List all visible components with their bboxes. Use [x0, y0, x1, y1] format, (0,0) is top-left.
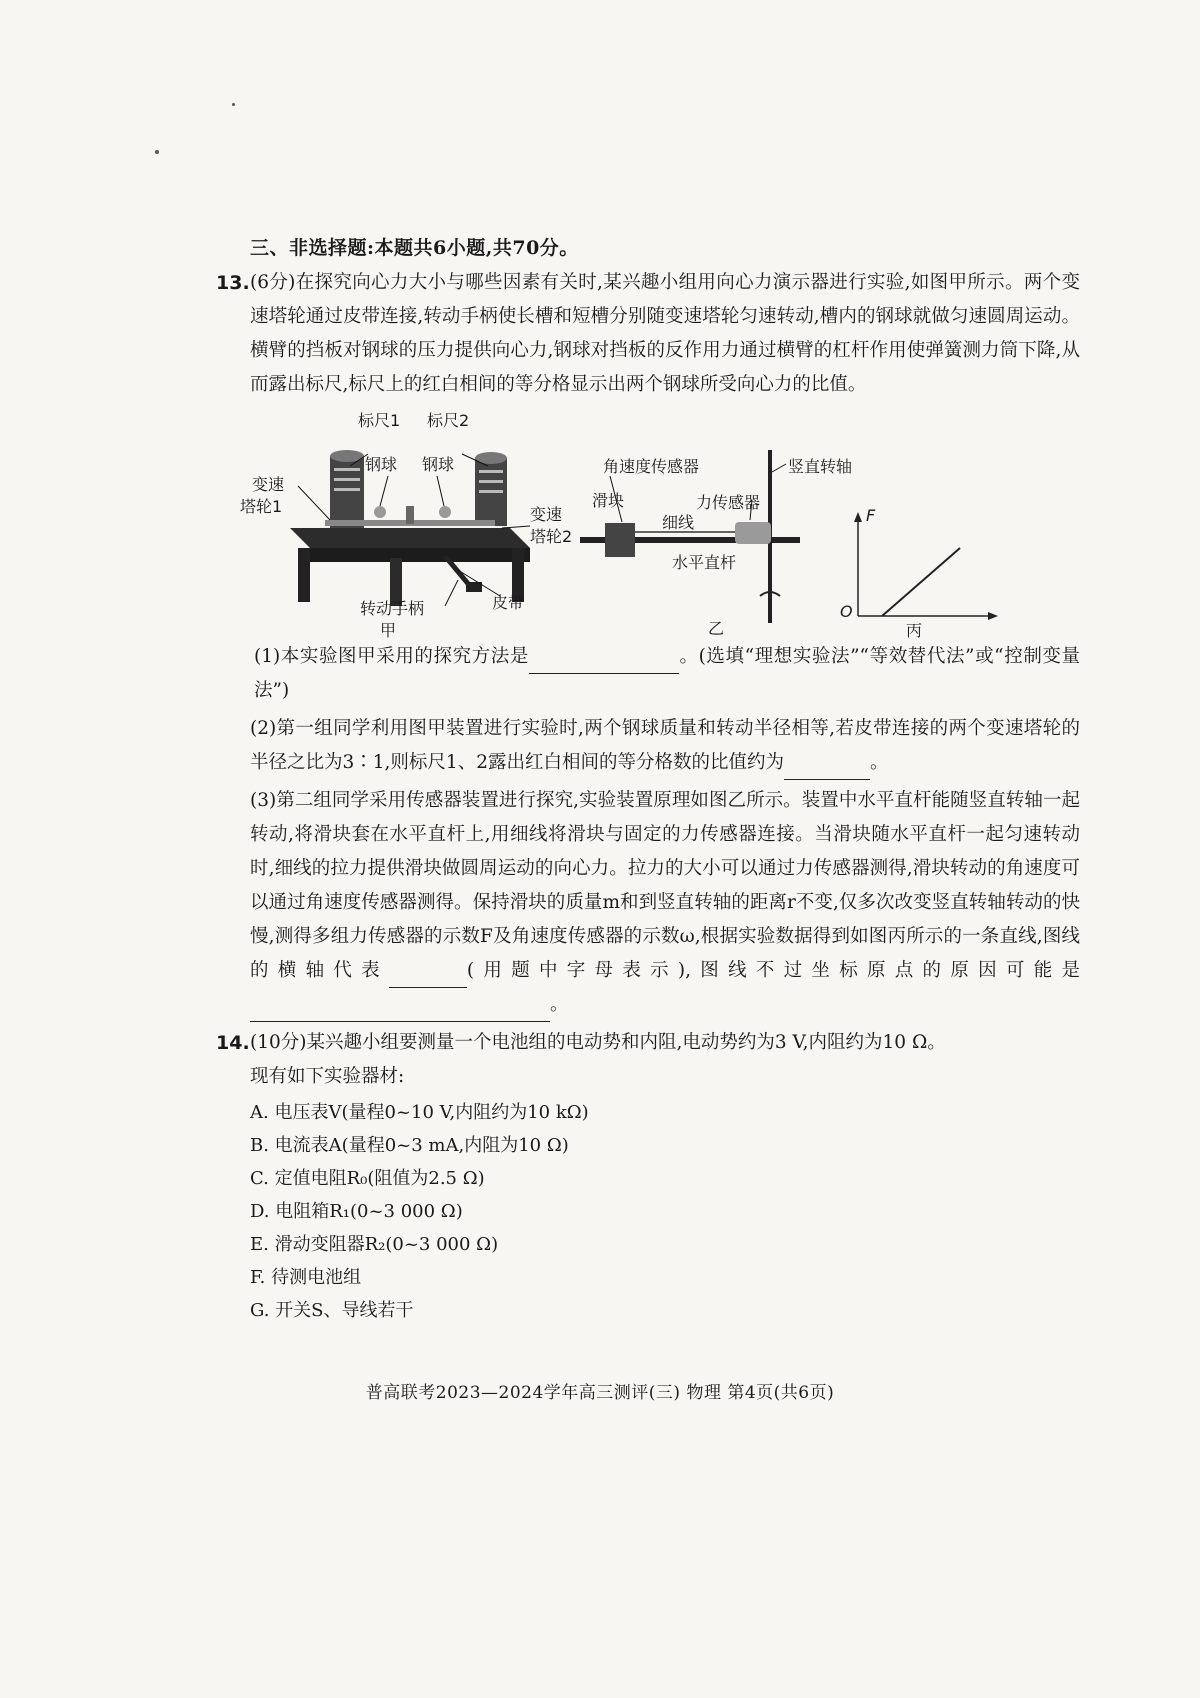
figure-caption-bing: 丙 [906, 621, 923, 640]
graph-bing [854, 512, 998, 620]
question-number: 14. [216, 1032, 250, 1054]
label-wheel2-line1: 变速 [530, 505, 563, 524]
label-ball-left: 钢球 [365, 455, 398, 474]
figure-caption-jia: 甲 [380, 621, 397, 640]
label-belt: 皮带 [492, 593, 525, 612]
answer-blank[interactable] [529, 649, 679, 674]
label-ball-right: 钢球 [422, 455, 455, 474]
label-horizontal-rod: 水平直杆 [672, 553, 737, 572]
list-item: G. 开关S、导线若干 [250, 1300, 414, 1321]
list-item: E. 滑动变阻器R₂(0~3 000 Ω) [250, 1234, 499, 1255]
question-intro: (6分)在探究向心力大小与哪些因素有关时,某兴趣小组用向心力演示器进行实验,如图甲所示。两个变速塔轮通过皮带连接,转动手柄使长槽和短槽分别随变速塔轮匀速转动,槽内的钢球就做匀速圆周运动。横臂的挡板对钢球的压力提供向心力,钢球对挡板的反作用力通过横臂的杠杆作用使弹簧测力筒下降,从而露出标尺,标尺上的红白相间的等分格显示出两个钢球所受向心力的比值。 [250, 272, 1080, 395]
scan-speck [232, 103, 235, 106]
apparatus-jia [290, 450, 530, 606]
scan-speck [155, 150, 159, 154]
part-1-tail: 。(选填“理想实验法”“等效替代法”或“控制变量法”) [254, 646, 1080, 701]
label-ruler1: 标尺1 [358, 411, 401, 430]
answer-blank[interactable] [389, 963, 467, 988]
page-footer: 普高联考2023—2024学年高三测评(三) 物理 第4页(共6页) [365, 1383, 835, 1403]
equipment-list [250, 1096, 1080, 1327]
label-wheel1-line2: 塔轮1 [240, 497, 283, 516]
section-title: 三、非选择题:本题共6小题,共70分。 [250, 237, 579, 259]
label-slider: 滑块 [592, 491, 625, 510]
part-2-tail: 。 [869, 752, 889, 773]
question-13 [216, 266, 1080, 402]
part-3-mid: (用题中字母表示),图线不过坐标原点的原因可能是 [466, 960, 1080, 981]
question-13-part-2 [250, 712, 1080, 780]
part-3-text: (3)第二组同学采用传感器装置进行探究,实验装置原理如图乙所示。装置中水平直杆能随竖直转轴一起转动,将滑块套在水平直杆上,用细线将滑块与固定的力传感器连接。当滑块随水平直杆一起匀速转动时,细线的拉力提供滑块做圆周运动的向心力。拉力的大小可以通过力传感器测得,滑块转动的角速度可以通过角速度传感器测得。保持滑块的质量m和到竖直转轴的距离r不变,仅多次改变竖直转轴转动的快慢,测得多组力传感器的示数F及角速度传感器的示数ω,根据实验数据得到如图丙所示的一条直线,图线的横轴代表 [250, 790, 1080, 981]
graph-y-label: F [866, 506, 876, 525]
answer-blank[interactable] [250, 997, 550, 1022]
part-1-text: (1)本实验图甲采用的探究方法是 [254, 646, 529, 667]
answer-blank[interactable] [784, 755, 870, 780]
part-3-tail: 。 [550, 994, 569, 1015]
label-force-sensor: 力传感器 [696, 493, 761, 512]
list-item: C. 定值电阻R₀(阻值为2.5 Ω) [250, 1168, 485, 1189]
label-vertical-axis: 竖直转轴 [788, 457, 853, 476]
label-thread: 细线 [662, 513, 695, 532]
list-item: B. 电流表A(量程0~3 mA,内阻为10 Ω) [250, 1135, 569, 1156]
graph-origin-label: O [840, 602, 853, 621]
question-13-part-3 [250, 784, 1080, 1022]
label-wheel2-line2: 塔轮2 [530, 527, 573, 546]
label-omega-sensor: 角速度传感器 [603, 457, 700, 476]
figure-group [230, 408, 1080, 640]
figure-caption-yi: 乙 [708, 619, 725, 638]
list-item: D. 电阻箱R₁(0~3 000 Ω) [250, 1201, 463, 1222]
question-number: 13. [216, 272, 250, 294]
list-item: A. 电压表V(量程0~10 V,内阻约为10 kΩ) [250, 1102, 589, 1123]
label-wheel1-line1: 变速 [252, 475, 285, 494]
list-item: F. 待测电池组 [250, 1267, 362, 1288]
label-ruler2: 标尺2 [427, 411, 470, 430]
question-13-part-1 [250, 640, 1080, 708]
question-14 [216, 1026, 1080, 1094]
label-handle: 转动手柄 [360, 599, 425, 618]
question-intro: (10分)某兴趣小组要测量一个电池组的电动势和内阻,电动势约为3 V,内阻约为10 Ω。 [250, 1032, 946, 1053]
page-content [216, 233, 1080, 1327]
question-intro-2: 现有如下实验器材: [250, 1066, 405, 1087]
part-2-text: (2)第一组同学利用图甲装置进行实验时,两个钢球质量和转动半径相等,若皮带连接的两个变速塔轮的半径之比为3∶1,则标尺1、2露出红白相间的等分格数的比值约为 [250, 718, 1080, 773]
